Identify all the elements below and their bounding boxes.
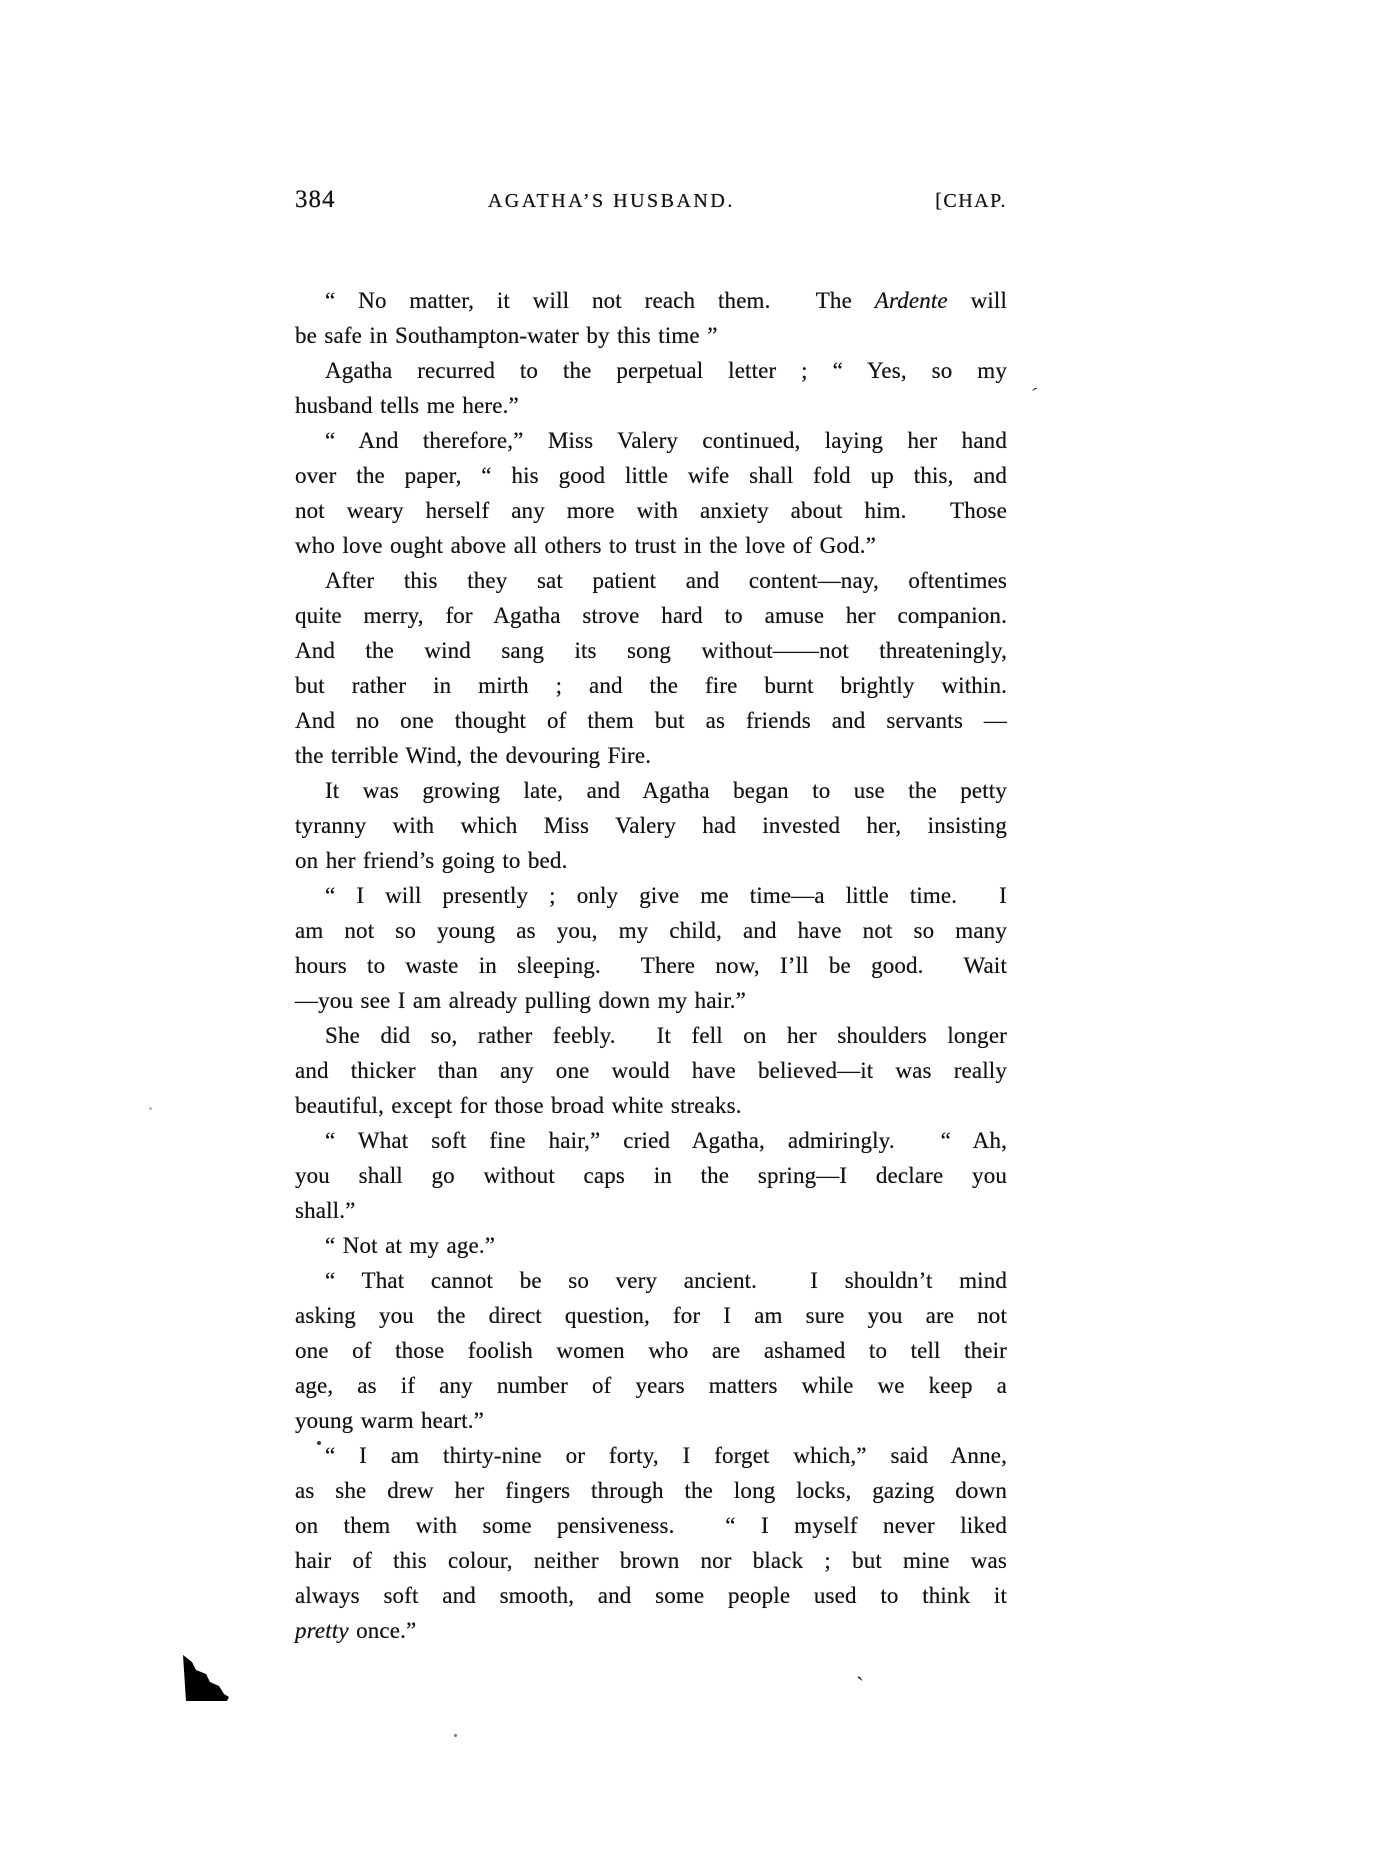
text-line: “ What soft fine hair,” cried Agatha, admiringly. “ Ah, <box>325 1128 1007 1153</box>
text-line: over the paper, “ his good little wife shall fold up this, and <box>295 463 1007 488</box>
paragraph <box>295 1018 1007 1123</box>
text-line: “ No matter, it will not reach them. The Ardente will <box>325 288 1008 313</box>
text-line: —you see I am already pulling down my hair.” <box>295 988 747 1013</box>
text-line: She did so, rather feebly. It fell on her shoulders longer <box>325 1023 1007 1048</box>
text-line: one of those foolish women who are ashamed to tell their <box>295 1338 1007 1363</box>
text-line: Agatha recurred to the perpetual letter ; “ Yes, so my <box>325 358 1007 383</box>
text-line: hours to waste in sleeping. There now, I’ll be good. Wait <box>295 953 1007 978</box>
page-number: 384 <box>295 186 336 213</box>
text-line: shall.” <box>295 1198 356 1223</box>
paragraph <box>295 1263 1007 1438</box>
paragraph <box>295 1123 1007 1228</box>
text-line: who love ought above all others to trust in the love of God.” <box>295 533 876 558</box>
text-line: and thicker than any one would have believed—it was really <box>295 1058 1007 1083</box>
paragraph <box>295 423 1007 563</box>
text-line: “ Not at my age.” <box>325 1233 496 1258</box>
text-line: tyranny with which Miss Valery had invested her, insisting <box>295 813 1007 838</box>
text-line: husband tells me here.” <box>295 393 519 418</box>
scan-speck-grave: ` <box>856 1674 864 1700</box>
paragraph <box>295 563 1007 773</box>
text-line: beautiful, except for those broad white streaks. <box>295 1093 742 1118</box>
text-line: the terrible Wind, the devouring Fire. <box>295 743 652 768</box>
chapter-marker: [CHAP. <box>935 190 1007 212</box>
scan-speck-dot <box>454 1734 457 1737</box>
text-line: on her friend’s going to bed. <box>295 848 568 873</box>
text-line: “ I am thirty-nine or forty, I forget which,” said Anne, <box>325 1443 1007 1468</box>
paragraph <box>295 773 1007 878</box>
paragraph <box>295 1228 1007 1263</box>
text-line: be safe in Southampton-water by this time ” <box>295 323 718 348</box>
text-line: not weary herself any more with anxiety about him. Those <box>295 498 1007 523</box>
text-line: quite merry, for Agatha strove hard to amuse her companion. <box>295 603 1007 628</box>
paragraph <box>295 283 1007 353</box>
text-line: “ I will presently ; only give me time—a little time. I <box>325 883 1007 908</box>
running-title: AGATHA’S HUSBAND. <box>487 190 735 212</box>
text-line: It was growing late, and Agatha began to use the petty <box>325 778 1007 803</box>
scan-speck-dot <box>149 1107 152 1110</box>
text-line: And no one thought of them but as friends and servants — <box>295 708 1007 733</box>
text-line: “ That cannot be so very ancient. I shouldn’t mind <box>325 1268 1007 1293</box>
paragraph <box>295 878 1007 1018</box>
text-line: but rather in mirth ; and the fire burnt brightly within. <box>295 673 1007 698</box>
text-line: on them with some pensiveness. “ I myself never liked <box>295 1513 1007 1538</box>
scan-speck-accent: ´ <box>1028 382 1040 409</box>
text-line: pretty once.” <box>295 1618 417 1643</box>
text-line: And the wind sang its song without——not threateningly, <box>295 638 1007 663</box>
ink-blot-artifact <box>183 1655 229 1701</box>
text-line: hair of this colour, neither brown nor black ; but mine was <box>295 1548 1007 1573</box>
running-header <box>295 186 1007 214</box>
text-line: you shall go without caps in the spring—I declare you <box>295 1163 1007 1188</box>
text-line: am not so young as you, my child, and have not so many <box>295 918 1007 943</box>
text-line: asking you the direct question, for I am sure you are not <box>295 1303 1007 1328</box>
text-line: as she drew her fingers through the long locks, gazing down <box>295 1478 1007 1503</box>
text-line: always soft and smooth, and some people used to think it <box>295 1583 1007 1608</box>
scan-speck-dot <box>317 1441 321 1445</box>
text-block <box>295 283 1007 1648</box>
paragraph <box>295 353 1007 423</box>
text-line: “ And therefore,” Miss Valery continued, laying her hand <box>325 428 1007 453</box>
paragraph <box>295 1438 1007 1648</box>
text-line: After this they sat patient and content—nay, oftentimes <box>325 568 1007 593</box>
text-line: young warm heart.” <box>295 1408 484 1433</box>
text-line: age, as if any number of years matters while we keep a <box>295 1373 1007 1398</box>
